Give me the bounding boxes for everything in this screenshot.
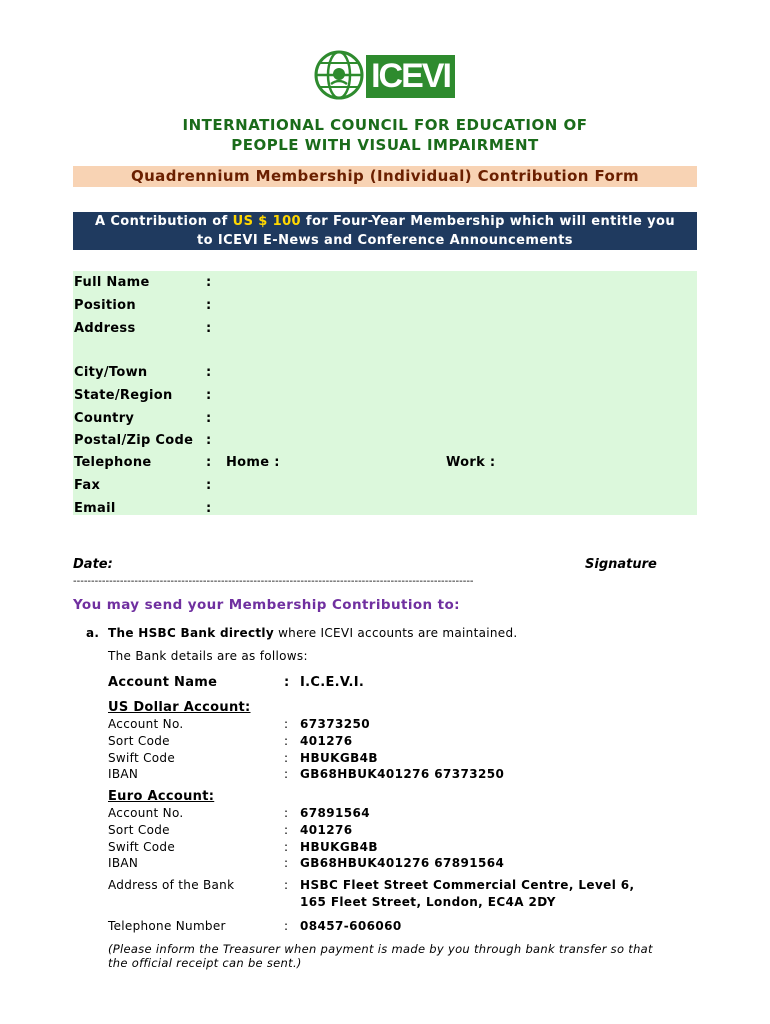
bank-details-intro: The Bank details are as follows: <box>108 649 308 663</box>
position-colon: : <box>206 298 212 313</box>
address-label: Address <box>74 321 136 336</box>
eur-swift-label: Swift Code <box>108 840 176 854</box>
usd-swift-label: Swift Code <box>108 751 176 765</box>
member-details-form <box>73 271 697 515</box>
telephone-label: Telephone <box>74 455 152 470</box>
usd-account-heading: US Dollar Account: <box>108 700 251 715</box>
full-name-label: Full Name <box>74 275 150 290</box>
fax-colon: : <box>206 478 212 493</box>
banner-pre: A Contribution of <box>94 214 233 229</box>
eur-account-no-colon: : <box>284 806 289 820</box>
bank-address-line1: HSBC Fleet Street Commercial Centre, Level 6, <box>300 878 635 892</box>
item-letter: a. <box>86 626 100 640</box>
date-label: Date: <box>73 557 113 572</box>
usd-account-no-colon: : <box>284 717 289 731</box>
logo-text: ICEVI <box>371 57 450 95</box>
bank-address-line2: 165 Fleet Street, London, EC4A 2DY <box>300 895 556 909</box>
hsbc-item <box>108 626 518 640</box>
eur-account-no-label: Account No. <box>108 806 184 820</box>
send-contribution-heading: You may send your Membership Contribution to: <box>73 597 460 613</box>
eur-account-no: 67891564 <box>300 806 370 820</box>
banner-line1 <box>73 212 697 231</box>
contribution-amount: US $ 100 <box>232 214 301 229</box>
eur-iban-colon: : <box>284 856 289 870</box>
city-colon: : <box>206 365 212 380</box>
usd-swift-colon: : <box>284 751 289 765</box>
treasurer-note-line1: (Please inform the Treasurer when payment is made by you through bank transfer so that <box>108 942 653 956</box>
hsbc-item-bold: The HSBC Bank directly <box>108 626 274 640</box>
account-name-value: I.C.E.V.I. <box>300 675 365 690</box>
usd-iban-colon: : <box>284 767 289 781</box>
form-title: Quadrennium Membership (Individual) Contribution Form <box>73 166 697 187</box>
usd-iban-label: IBAN <box>108 767 139 781</box>
telephone-colon: : <box>206 455 212 470</box>
country-label: Country <box>74 411 135 426</box>
bank-address-label: Address of the Bank <box>108 878 235 892</box>
usd-sort-code-label: Sort Code <box>108 734 170 748</box>
account-name-label: Account Name <box>108 675 218 690</box>
usd-sort-code: 401276 <box>300 734 353 748</box>
contribution-banner <box>73 212 697 250</box>
position-label: Position <box>74 298 136 313</box>
org-title-line2: PEOPLE WITH VISUAL IMPAIRMENT <box>231 136 539 154</box>
hsbc-item-rest: where ICEVI accounts are maintained. <box>273 626 518 640</box>
eur-swift: HBUKGB4B <box>300 840 378 854</box>
treasurer-note <box>108 942 708 970</box>
state-label: State/Region <box>74 388 173 403</box>
postal-label: Postal/Zip Code <box>74 433 194 448</box>
signature-label: Signature <box>585 557 657 572</box>
state-colon: : <box>206 388 212 403</box>
eur-sort-code: 401276 <box>300 823 353 837</box>
eur-iban: GB68HBUK401276 67891564 <box>300 856 505 870</box>
banner-post: for Four-Year Membership which will entitle you <box>300 214 676 229</box>
bank-phone-label: Telephone Number <box>108 919 226 933</box>
signature-line: --------------------------------------------------------------------------------------------------------------- <box>73 576 474 587</box>
bank-address-colon: : <box>284 878 289 892</box>
bank-phone: 08457-606060 <box>300 919 402 933</box>
usd-iban: GB68HBUK401276 67373250 <box>300 767 505 781</box>
banner-line2: to ICEVI E-News and Conference Announcements <box>197 233 573 248</box>
email-colon: : <box>206 501 212 516</box>
bank-phone-colon: : <box>284 919 289 933</box>
globe-icon <box>314 50 364 100</box>
usd-account-no: 67373250 <box>300 717 370 731</box>
treasurer-note-line2: the official receipt can be sent.) <box>108 956 302 970</box>
eur-sort-code-label: Sort Code <box>108 823 170 837</box>
euro-account-heading: Euro Account: <box>108 789 215 804</box>
eur-sort-code-colon: : <box>284 823 289 837</box>
org-title-line1: INTERNATIONAL COUNCIL FOR EDUCATION OF <box>182 116 588 134</box>
usd-account-no-label: Account No. <box>108 717 184 731</box>
country-colon: : <box>206 411 212 426</box>
city-label: City/Town <box>74 365 148 380</box>
postal-colon: : <box>206 433 212 448</box>
email-label: Email <box>74 501 116 516</box>
fax-label: Fax <box>74 478 101 493</box>
work-phone-label: Work : <box>446 455 496 470</box>
account-name-colon: : <box>284 675 290 690</box>
eur-iban-label: IBAN <box>108 856 139 870</box>
usd-swift: HBUKGB4B <box>300 751 378 765</box>
full-name-colon: : <box>206 275 212 290</box>
usd-sort-code-colon: : <box>284 734 289 748</box>
address-colon: : <box>206 321 212 336</box>
eur-swift-colon: : <box>284 840 289 854</box>
icevi-logo <box>314 50 456 100</box>
home-phone-label: Home : <box>226 455 280 470</box>
